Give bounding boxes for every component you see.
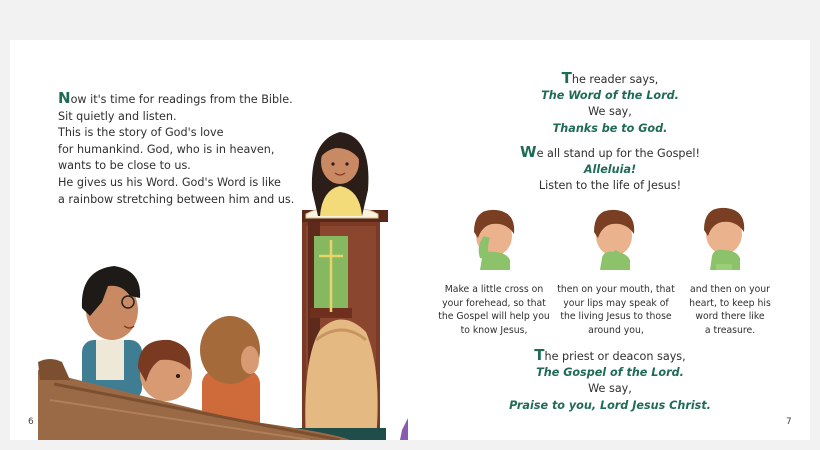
text-line: This is the story of God's love [58, 126, 224, 140]
lector-girl [312, 132, 369, 216]
priest-section: The priest or deacon says, The Gospel of the Lord. We say, Praise to you, Lord Jesus Christ. [410, 347, 810, 414]
page-number: 7 [786, 417, 792, 427]
response-text: Thanks be to God. [552, 121, 668, 135]
text-line: wants to be close to us. [58, 159, 191, 173]
caption-forehead: Make a little cross on your forehead, so that the Gospel will help you to know Jesus, [438, 284, 550, 336]
text-line: Now it's time for readings from the Bible. [58, 89, 293, 107]
alleluia-text: Alleluia! [583, 163, 637, 177]
response-text: The Word of the Lord. [541, 89, 679, 103]
purple-cloth [400, 418, 408, 440]
father [82, 266, 142, 400]
reader-section: The reader says, The Word of the Lord. We say, Thanks be to God. [410, 70, 810, 137]
boy-heart-cross [704, 208, 744, 270]
response-text: Praise to you, Lord Jesus Christ. [509, 398, 711, 412]
boy-mouth-cross [594, 210, 634, 270]
gospel-section: We all stand up for the Gospel! Alleluia! Listen to the life of Jesus! [410, 144, 810, 195]
page-number: 6 [28, 417, 34, 427]
right-page [410, 40, 810, 440]
boy-forehead-cross [474, 210, 514, 270]
book-spread [10, 40, 810, 440]
caption-heart: and then on your heart, to keep his word there like a treasure. [689, 284, 771, 336]
text-line: Sit quietly and listen. [58, 109, 177, 123]
reading-paragraph [58, 90, 318, 208]
boy [138, 340, 192, 401]
text-line: a rainbow stretching between him and us. [58, 192, 295, 206]
text-line: He gives us his Word. God's Word is like [58, 175, 281, 189]
sign-of-cross-illustrations [410, 202, 810, 282]
caption-mouth: then on your mouth, that your lips may speak of the living Jesus to those around you, [557, 284, 675, 336]
text-line: for humankind. God, who is in heaven, [58, 142, 275, 156]
response-text: The Gospel of the Lord. [536, 366, 684, 380]
left-page [10, 40, 410, 440]
